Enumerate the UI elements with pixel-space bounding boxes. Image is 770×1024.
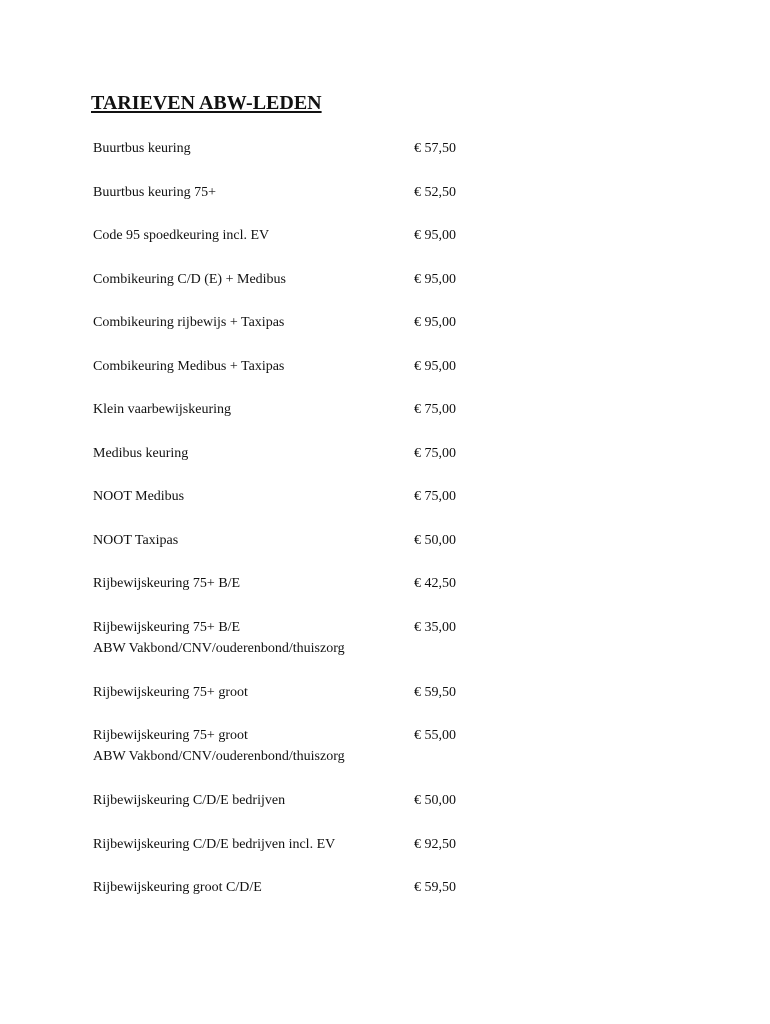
rate-row xyxy=(93,312,493,333)
rate-description xyxy=(93,399,403,420)
rate-row xyxy=(93,138,493,159)
rate-price: € 55,00 xyxy=(414,728,456,743)
rate-description xyxy=(93,138,403,159)
rate-price: € 42,50 xyxy=(414,576,456,591)
rate-description xyxy=(93,356,403,377)
rate-row xyxy=(93,269,493,290)
rate-price: € 50,00 xyxy=(414,532,456,548)
rate-price: € 35,00 xyxy=(414,619,456,635)
rate-row xyxy=(93,725,493,767)
rate-label: Rijbewijskeuring C/D/E bedrijven incl. EV xyxy=(93,836,336,852)
rate-row xyxy=(93,790,493,811)
rate-row xyxy=(93,443,493,464)
rate-label: Combikeuring Medibus + Taxipas xyxy=(93,358,285,374)
rate-description xyxy=(93,573,403,594)
rate-description xyxy=(93,682,403,703)
rate-description xyxy=(93,486,403,507)
rate-sublabel: ABW Vakbond/CNV/ouderenbond/thuiszorg xyxy=(93,749,345,764)
rate-description xyxy=(93,790,403,811)
rate-row xyxy=(93,225,493,246)
rate-description xyxy=(93,443,403,464)
rate-label: NOOT Taxipas xyxy=(93,532,179,548)
rate-description xyxy=(93,312,403,333)
rate-price: € 75,00 xyxy=(414,402,456,417)
rate-price: € 95,00 xyxy=(414,271,456,287)
rate-row xyxy=(93,877,493,898)
rate-price: € 59,50 xyxy=(414,880,456,895)
rate-label: Code 95 spoedkeuring incl. EV xyxy=(93,228,270,243)
rate-row xyxy=(93,530,493,551)
rate-label: Rijbewijskeuring 75+ B/E xyxy=(93,576,241,591)
rate-label: Combikeuring rijbewijs + Taxipas xyxy=(93,315,285,330)
page-title: TARIEVEN ABW-LEDEN xyxy=(91,92,322,114)
rate-row xyxy=(93,617,493,659)
rate-label: Medibus keuring xyxy=(93,445,189,461)
rate-row xyxy=(93,573,493,594)
rate-price: € 75,00 xyxy=(414,489,456,504)
rate-description xyxy=(93,725,403,767)
rate-price: € 95,00 xyxy=(414,358,456,374)
rate-price: € 95,00 xyxy=(414,315,456,330)
rate-label: NOOT Medibus xyxy=(93,489,185,504)
rate-row xyxy=(93,356,493,377)
rate-row xyxy=(93,682,493,703)
rate-price: € 92,50 xyxy=(414,836,456,852)
rate-label: Rijbewijskeuring C/D/E bedrijven xyxy=(93,793,286,808)
rate-price: € 57,50 xyxy=(414,141,456,156)
rate-label: Klein vaarbewijskeuring xyxy=(93,402,232,417)
rate-description xyxy=(93,834,403,855)
rate-label: Combikeuring C/D (E) + Medibus xyxy=(93,271,286,287)
rate-description xyxy=(93,617,403,659)
rate-price: € 75,00 xyxy=(414,445,456,461)
rate-description xyxy=(93,269,403,290)
rate-row xyxy=(93,182,493,203)
rate-price: € 95,00 xyxy=(414,228,456,243)
rate-description xyxy=(93,530,403,551)
rate-label: Buurtbus keuring xyxy=(93,141,191,156)
rate-description xyxy=(93,225,403,246)
rate-row xyxy=(93,399,493,420)
rate-label: Rijbewijskeuring 75+ groot xyxy=(93,728,248,743)
rate-row xyxy=(93,486,493,507)
rate-price: € 50,00 xyxy=(414,793,456,808)
rate-label: Rijbewijskeuring groot C/D/E xyxy=(93,880,262,895)
rate-row xyxy=(93,834,493,855)
rate-label: Rijbewijskeuring 75+ B/E xyxy=(93,619,241,635)
rate-label: Buurtbus keuring 75+ xyxy=(93,184,216,200)
rate-description xyxy=(93,877,403,898)
rate-sublabel: ABW Vakbond/CNV/ouderenbond/thuiszorg xyxy=(93,640,345,656)
rate-price: € 59,50 xyxy=(414,684,456,700)
rate-label: Rijbewijskeuring 75+ groot xyxy=(93,684,248,700)
rate-description xyxy=(93,182,403,203)
rate-price: € 52,50 xyxy=(414,184,456,200)
